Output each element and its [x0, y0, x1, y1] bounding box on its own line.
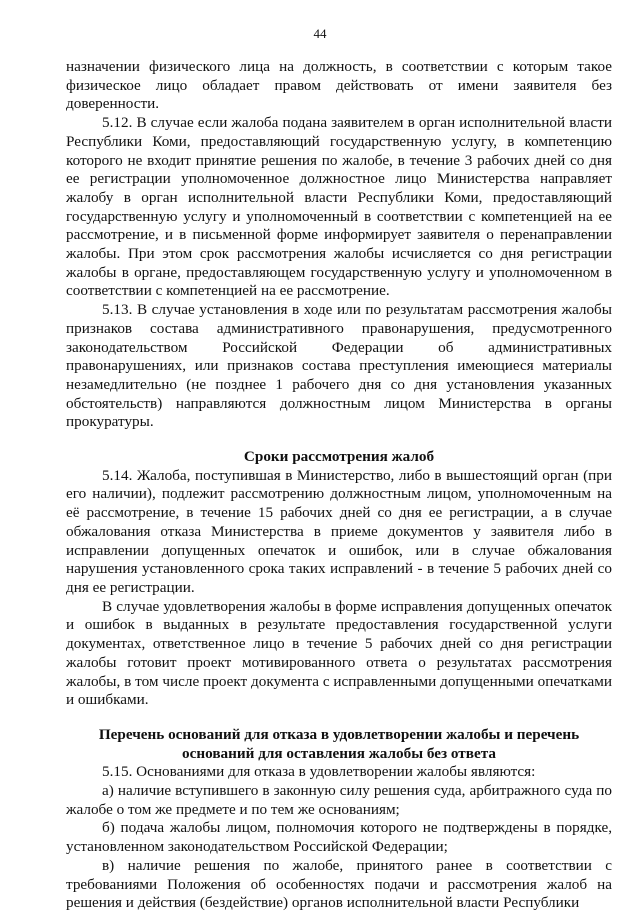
document-body [66, 58, 612, 913]
list-item-v: в) наличие решения по жалобе, принятого ранее в соответствии с требованиями Положения об особенностях подачи и рассмотрения жалоб на решения и действия (бездействие) органов исполнительной власти Республики [66, 856, 612, 912]
paragraph-5-13: 5.13. В случае установления в ходе или по результатам рассмотрения жалобы признаков состава административного правонарушения, предусмотренного законодательством Российской Федерации об административных правонарушениях, или признаков состава преступления имеющиеся материалы незамедлительно (не позднее 1 рабочего дня со дня установления указанных обстоятельств) направляются должностным лицом Министерства в органы прокуратуры. [66, 301, 612, 431]
section-heading-review-terms: Сроки рассмотрения жалоб [243, 448, 435, 466]
paragraph-correction-response: В случае удовлетворения жалобы в форме исправления допущенных опечаток и ошибок в выданных в результате предоставления государственной услуги документах, ответственное лицо в течение 5 рабочих дней со дня регистрации жалобы готовит проект мотивированного ответа о результатах рассмотрения жалобы, в том числе проект документа с исправленными допущенными опечатками и ошибками. [66, 597, 612, 709]
section-heading-refusal-grounds: Перечень оснований для отказа в удовлетворении жалобы и перечень оснований для оставления жалобы без ответа [98, 725, 580, 762]
page-number: 44 [313, 26, 327, 41]
paragraph-5-14: 5.14. Жалоба, поступившая в Министерство, либо в вышестоящий орган (при его наличии), подлежит рассмотрению должностным лицом, уполномоченным на её рассмотрение, в течение 15 рабочих дней со дня ее регистрации, а в случае обжалования отказа Министерства в приеме документов у заявителя либо в исправлении допущенных опечаток и ошибок, или в случае обжалования нарушения установленного срока таких исправлений - в течение 5 рабочих дней со дня ее регистрации. [66, 466, 612, 596]
paragraph-continuation: назначении физического лица на должность, в соответствии с которым такое физическое лицо обладает правом действовать от имени заявителя без доверенности. [66, 58, 612, 113]
paragraph-5-15: 5.15. Основаниями для отказа в удовлетворении жалобы являются: [102, 763, 536, 781]
list-item-b: б) подача жалобы лицом, полномочия которого не подтверждены в порядке, установленном законодательством Российской Федерации; [66, 819, 612, 856]
paragraph-5-12: 5.12. В случае если жалоба подана заявителем в орган исполнительной власти Республики Коми, предоставляющий государственную услугу, в компетенцию которого не входит принятие решения по жалобе, в течение 3 рабочих дней со дня ее регистрации уполномоченное должностное лицо Министерства направляет жалобу в орган исполнительной власти Республики Коми, предоставляющий государственную услугу и уполномоченный в соответствии с компетенцией на ее рассмотрение, и в письменной форме информирует заявителя о перенаправлении жалобы. При этом срок рассмотрения жалобы исчисляется со дня регистрации жалобы в органе, предоставляющем государственную услугу и уполномоченном в соответствии с компетенцией на ее рассмотрение. [66, 114, 612, 300]
list-item-a: а) наличие вступившего в законную силу решения суда, арбитражного суда по жалобе о том же предмете и по тем же основаниям; [66, 782, 612, 818]
